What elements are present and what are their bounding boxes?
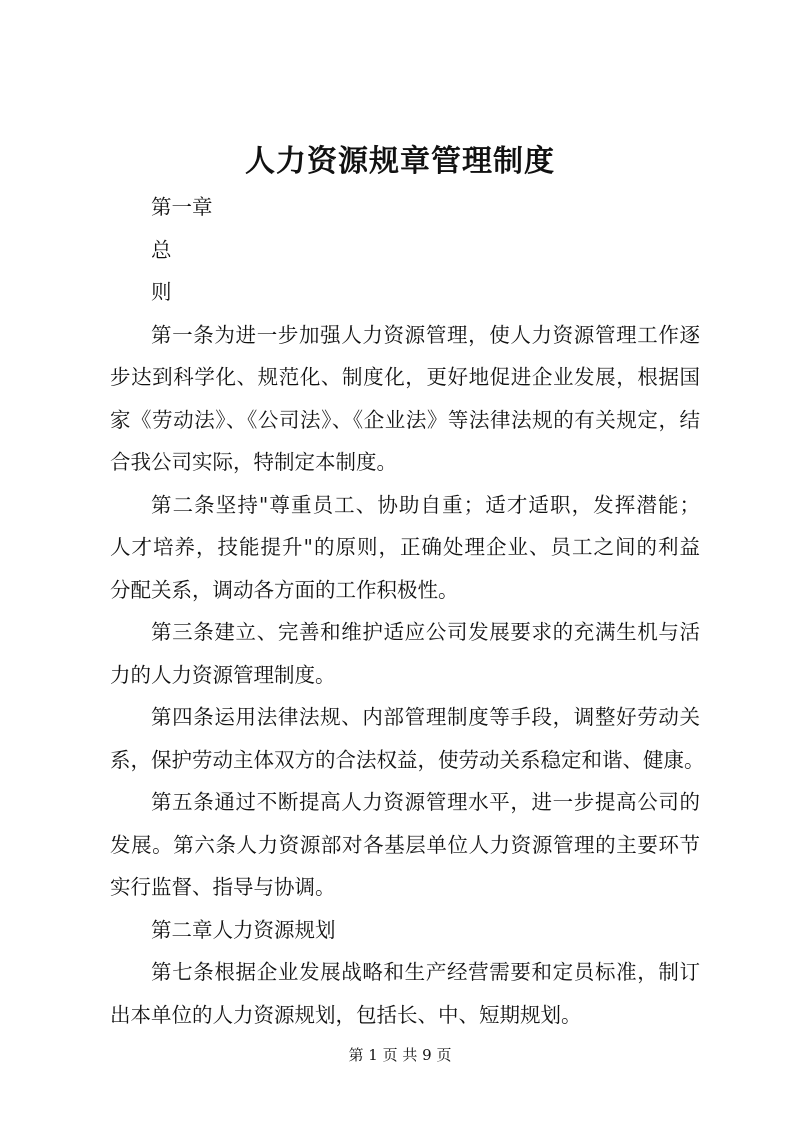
text-line: 总 xyxy=(151,237,172,262)
text-line: 出本单位的人力资源规划，包括长、中、短期规划。 xyxy=(110,1002,582,1027)
text-line: 第五条通过不断提高人力资源管理水平，进一步提高公司的 xyxy=(151,790,700,814)
text-line: 力的人力资源管理制度。 xyxy=(110,662,336,687)
text-line: 第一章 xyxy=(151,195,213,219)
text-line: 第一条为进一步加强人力资源管理，使人力资源管理工作逐 xyxy=(151,322,700,347)
text-line: 第二章人力资源规划 xyxy=(151,917,336,942)
text-line: 系，保护劳动主体双方的合法权益，使劳动关系稳定和谐、健康。 xyxy=(110,747,705,772)
text-line: 合我公司实际，特制定本制度。 xyxy=(110,450,397,474)
text-line: 实行监督、指导与协调。 xyxy=(110,875,336,899)
text-line: 第七条根据企业发展战略和生产经营需要和定员标准，制订 xyxy=(151,960,700,984)
page-footer: 第 1 页 共 9 页 xyxy=(348,1046,452,1064)
text-line: 发展。第六条人力资源部对各基层单位人力资源管理的主要环节 xyxy=(110,832,700,857)
text-line: 第三条建立、完善和维护适应公司发展要求的充满生机与活 xyxy=(151,620,700,644)
text-line: 步达到科学化、规范化、制度化，更好地促进企业发展，根据国 xyxy=(110,365,700,389)
text-line: 第二条坚持"尊重员工、协助自重；适才适职，发挥潜能； xyxy=(151,492,700,517)
text-line: 则 xyxy=(151,280,172,304)
document-title: 人力资源规章管理制度 xyxy=(245,144,555,179)
document-body xyxy=(110,186,705,1036)
text-line: 家《劳动法》、《公司法》、《企业法》等法律法规的有关规定，结 xyxy=(110,407,700,432)
text-line: 第四条运用法律法规、内部管理制度等手段，调整好劳动关 xyxy=(151,705,700,729)
text-line: 人才培养，技能提升"的原则，正确处理企业、员工之间的利益 xyxy=(110,535,700,559)
text-line: 分配关系，调动各方面的工作积极性。 xyxy=(110,577,459,602)
